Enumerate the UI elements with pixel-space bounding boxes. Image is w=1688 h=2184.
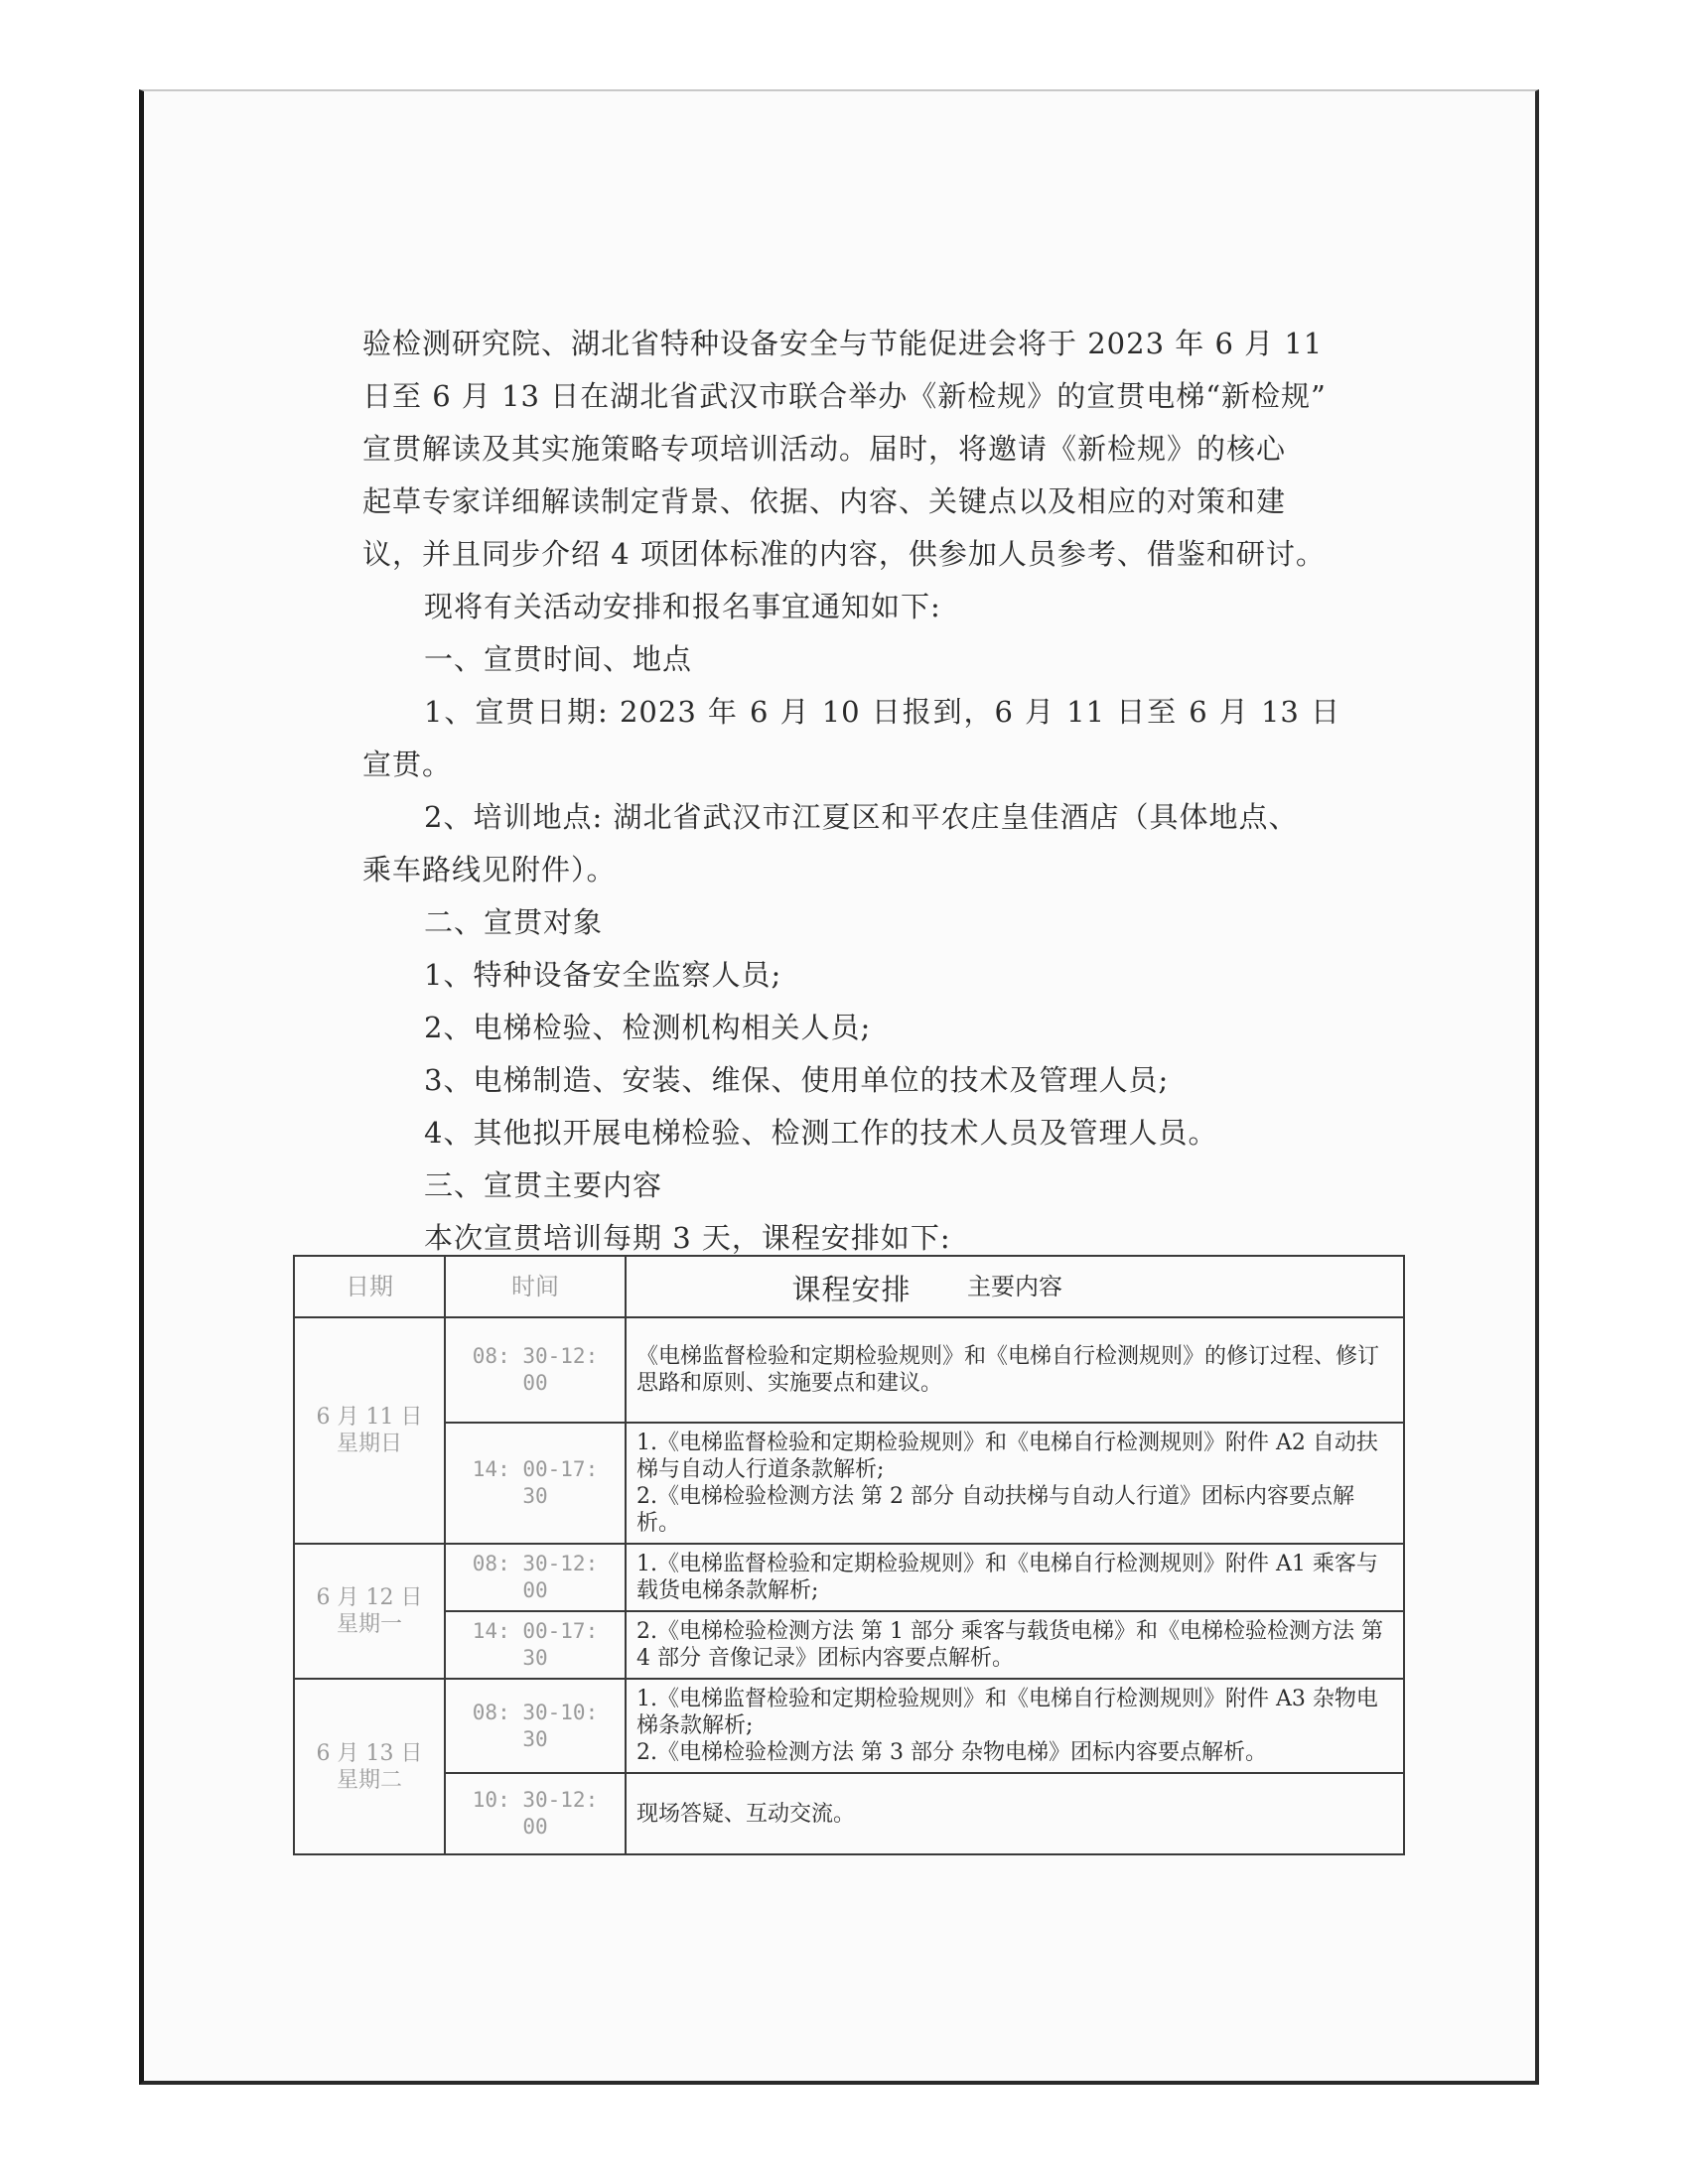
header-time: 时间 [445, 1256, 626, 1317]
content-line: 2.《电梯检验检测方法 第 3 部分 杂物电梯》团标内容要点解析。 [636, 1740, 1267, 1765]
table-title: 课程安排 [791, 1273, 912, 1306]
time-cell: 08: 30-12: 00 [445, 1317, 626, 1423]
content-line: 2.《电梯检验检测方法 第 1 部分 乘客与载货电梯》和《电梯检验检测方法 第 4 部分 音像记录》团标内容要点解析。 [636, 1619, 1383, 1671]
time-cell: 08: 30-12: 00 [445, 1544, 626, 1611]
intro-line-4: 起草专家详细解读制定背景、依据、内容、关键点以及相应的对策和建 [362, 484, 1287, 518]
content-line: 现场答疑、互动交流。 [636, 1801, 856, 1827]
audience-item: 4、其他拟开展电梯检验、检测工作的技术人员及管理人员。 [424, 1116, 1218, 1150]
time-cell: 14: 00-17: 30 [445, 1423, 626, 1544]
content-line: 2.《电梯检验检测方法 第 2 部分 自动扶梯与自动人行道》团标内容要点解析。 [636, 1484, 1354, 1536]
document-body [362, 318, 1340, 1314]
section1-item-2: 2、培训地点: 湖北省武汉市江夏区和平农庄皇佳酒店（具体地点、 [424, 800, 1299, 834]
header-date: 日期 [294, 1256, 445, 1317]
schedule-intro: 本次宣贯培训每期 3 天，课程安排如下: [424, 1221, 951, 1255]
section-heading-audience: 二、宣贯对象 [424, 905, 604, 939]
section-heading-content: 三、宣贯主要内容 [424, 1168, 663, 1202]
time-cell: 14: 00-17: 30 [445, 1611, 626, 1679]
table-row [294, 1611, 1404, 1679]
header-content: 主要内容 [626, 1256, 1404, 1317]
intro-line-1: 验检测研究院、湖北省特种设备安全与节能促进会将于 2023 年 6 月 11 [362, 327, 1324, 360]
time-cell: 08: 30-10: 30 [445, 1679, 626, 1773]
schedule-table [293, 1255, 1405, 1855]
audience-item: 2、电梯检验、检测机构相关人员; [424, 1011, 872, 1044]
date-label: 6 月 12 日 [316, 1585, 423, 1610]
content-line: 1.《电梯监督检验和定期检验规则》和《电梯自行检测规则》附件 A1 乘客与载货电梯条款解析; [636, 1552, 1378, 1603]
weekday-label: 星期一 [336, 1612, 402, 1637]
date-cell [294, 1544, 445, 1679]
notice-line: 现将有关活动安排和报名事宜通知如下: [424, 590, 941, 623]
table-row [294, 1423, 1404, 1544]
table-row [294, 1317, 1404, 1423]
section1-item-2-cont: 乘车路线见附件）。 [362, 853, 617, 887]
weekday-label: 星期日 [336, 1432, 402, 1456]
date-cell [294, 1317, 445, 1544]
content-cell [626, 1317, 1404, 1423]
intro-line-2: 日至 6 月 13 日在湖北省武汉市联合举办《新检规》的宣贯电梯“新检规” [362, 379, 1327, 413]
content-cell [626, 1423, 1404, 1544]
content-line: 1.《电梯监督检验和定期检验规则》和《电梯自行检测规则》附件 A3 杂物电梯条款解析; [636, 1687, 1378, 1738]
content-cell [626, 1544, 1404, 1611]
content-cell [626, 1611, 1404, 1679]
content-line: 《电梯监督检验和定期检验规则》和《电梯自行检测规则》的修订过程、修订思路和原则、实施要点和建议。 [636, 1344, 1380, 1396]
date-label: 6 月 13 日 [316, 1740, 423, 1766]
date-label: 6 月 11 日 [316, 1405, 423, 1430]
audience-item: 1、特种设备安全监察人员; [424, 958, 782, 992]
table-row [294, 1544, 1404, 1611]
intro-line-5: 议，并且同步介绍 4 项团体标准的内容，供参加人员参考、借鉴和研讨。 [362, 537, 1326, 571]
content-cell [626, 1679, 1404, 1773]
content-cell [626, 1773, 1404, 1854]
table-row [294, 1773, 1404, 1854]
time-cell: 10: 30-12: 00 [445, 1773, 626, 1854]
intro-line-3: 宣贯解读及其实施策略专项培训活动。届时，将邀请《新检规》的核心 [362, 432, 1287, 466]
content-line: 1.《电梯监督检验和定期检验规则》和《电梯自行检测规则》附件 A2 自动扶梯与自动人行道条款解析; [636, 1431, 1378, 1482]
section1-item-1: 1、宣贯日期: 2023 年 6 月 10 日报到，6 月 11 日至 6 月 13 日宣贯。 [362, 695, 1340, 781]
table-row [294, 1679, 1404, 1773]
date-cell [294, 1679, 445, 1854]
section-heading-time-place: 一、宣贯时间、地点 [424, 642, 693, 676]
table-header-row [294, 1256, 1404, 1317]
weekday-label: 星期二 [336, 1767, 402, 1793]
audience-item: 3、电梯制造、安装、维保、使用单位的技术及管理人员; [424, 1063, 1170, 1097]
